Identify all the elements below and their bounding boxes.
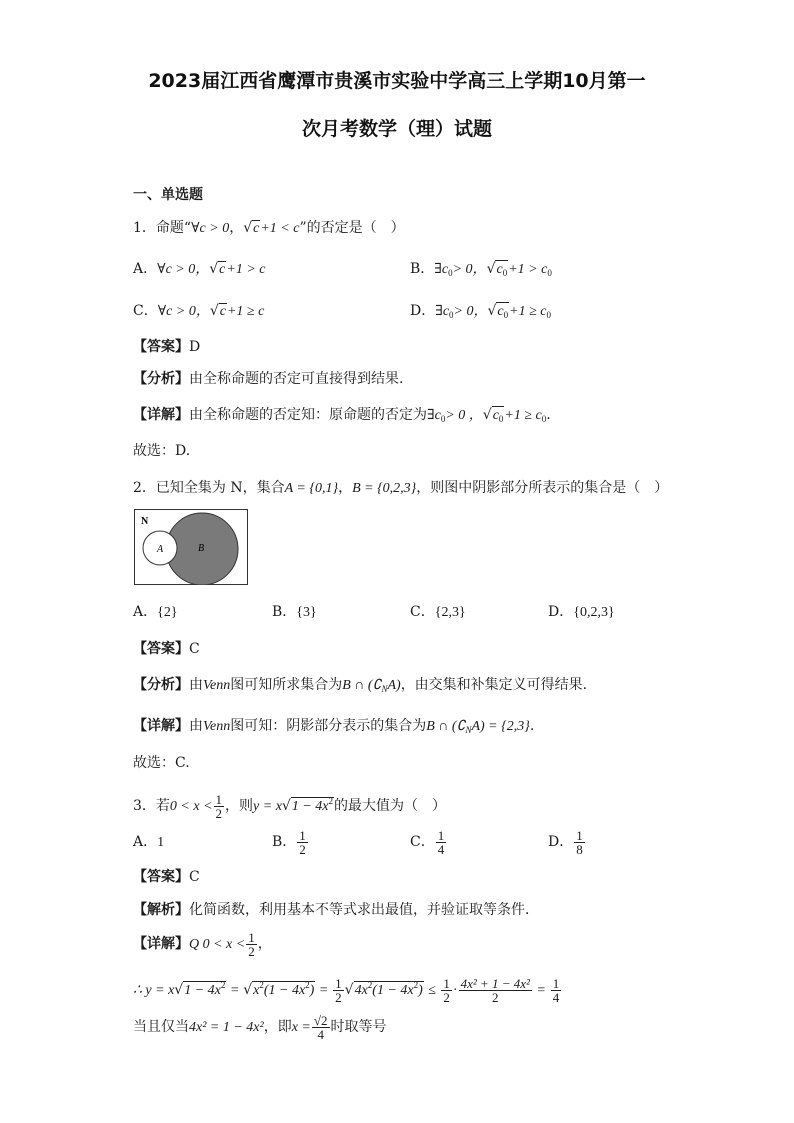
detail-expr-c: +1 ≥ c — [504, 408, 542, 423]
q2-set-b: B = {0,2,3} — [352, 481, 417, 496]
option-label: A． — [133, 834, 158, 850]
subscript: 0 — [448, 268, 453, 278]
q3-analysis — [133, 901, 539, 919]
option-label: D． — [410, 303, 436, 319]
q2-option-b — [272, 603, 317, 622]
detail-end: . — [529, 718, 535, 734]
cond-x: x = — [291, 1020, 311, 1035]
detail-text-b: 图可知：阴影部分表示的集合为 — [230, 718, 427, 734]
sqrt-icon: √ — [243, 982, 253, 998]
q1-stem-expr-a: ∀c > 0 — [191, 221, 230, 236]
detail-text: 由全称命题的否定知：原命题的否定为 — [189, 407, 427, 423]
q1-option-d-expr-b: > 0， — [453, 304, 488, 319]
sqrt-icon: √ — [486, 261, 496, 277]
denominator: 4 — [552, 989, 560, 1005]
detail-end: . — [546, 407, 551, 423]
q1-option-c-expr-b: +1 ≥ c — [226, 304, 265, 319]
section-heading: 一、单选题 — [133, 187, 203, 203]
q1-option-a-expr: ∀c > 0， — [157, 262, 210, 277]
subscript: 0 — [449, 310, 454, 320]
numerator: 1 — [576, 827, 583, 843]
q2-set-a: A = {0,1} — [284, 481, 339, 496]
numerator: 1 — [215, 791, 223, 807]
detail-expr-b: A) = {2,3} — [471, 719, 530, 734]
q1-option-a-sqrt: c — [219, 262, 226, 277]
q3-stem-text: 若 — [155, 798, 170, 814]
detail-text: 由 — [189, 718, 203, 734]
analysis-text-b: 图可知所求集合为 — [230, 677, 343, 693]
deriv-radicand-2c: ) — [309, 983, 315, 998]
denominator: 8 — [576, 841, 583, 857]
detail-tag: 【详解】 — [133, 407, 189, 423]
q2-stem-end: ，则图中阴影部分所表示的集合是（ ） — [416, 480, 669, 496]
option-label: D． — [548, 834, 574, 850]
q2-number: 2． — [133, 480, 156, 496]
numerator: 1 — [335, 975, 342, 991]
q1-option-d-expr: ∃c — [435, 304, 450, 319]
option-fraction — [297, 829, 308, 856]
subscript: 0 — [503, 310, 509, 320]
cond-expr: 4x² = 1 − 4x² — [189, 1020, 264, 1035]
subscript: 0 — [547, 268, 552, 278]
cond-text: 当且仅当 — [133, 1019, 189, 1035]
q1-option-a — [133, 260, 266, 279]
option-label: B． — [272, 604, 297, 620]
deriv-radicand-1: 1 − 4x — [184, 983, 221, 998]
q1-option-b-expr-b: > 0， — [452, 262, 487, 277]
option-label: B． — [272, 834, 297, 850]
q1-stem-sep: ， — [229, 220, 244, 236]
denominator: 2 — [492, 989, 499, 1005]
detail-tag: 【详解】 — [133, 936, 189, 952]
numerator: 1 — [552, 975, 560, 991]
sqrt-icon: √ — [487, 303, 497, 319]
detail-fraction — [246, 931, 257, 958]
answer-value: C — [189, 869, 200, 885]
option-value: {2} — [157, 605, 178, 620]
deriv-radicand-3c: ) — [418, 983, 423, 998]
sqrt-icon: √ — [174, 982, 184, 998]
q3-option-a — [133, 825, 164, 860]
venn-label-a: A — [157, 544, 164, 555]
q2-analysis — [133, 676, 587, 698]
numerator: 1 — [248, 929, 255, 945]
subscript: N — [465, 725, 472, 735]
denominator: 2 — [443, 989, 450, 1005]
page-title-line2: 次月考数学（理）试题 — [301, 118, 492, 140]
q1-stem — [133, 219, 405, 238]
q2-detail — [133, 717, 534, 739]
less-equal: ≤ — [428, 983, 436, 998]
deriv-lhs: ∴ y = x — [133, 983, 175, 998]
analysis-text-c: ，由交集和补集定义可得结果. — [400, 677, 588, 693]
q1-option-d-expr-c: +1 ≥ c — [509, 304, 547, 319]
numerator: 4x² + 1 − 4x² — [460, 975, 530, 991]
q1-number: 1． — [133, 220, 156, 236]
option-label: C． — [410, 834, 435, 850]
q2-stem-text: 已知全集为 N，集合 — [155, 480, 285, 496]
analysis-tag: 【解析】 — [133, 902, 189, 918]
q3-stem-text-b: ，则 — [225, 798, 254, 814]
q1-stem-expr-b: +1 < c — [260, 221, 300, 236]
answer-tag: 【答案】 — [133, 339, 189, 355]
q1-option-a-expr-b: +1 > c — [226, 262, 266, 277]
q1-option-c — [133, 302, 264, 321]
deriv-radicand-3: 4x — [354, 983, 368, 998]
q2-stem — [133, 479, 668, 498]
option-label: C． — [133, 303, 158, 319]
q1-detail — [133, 406, 551, 428]
q3-stem-ineq: 0 < x < — [169, 799, 213, 814]
cond-text-b: ，即 — [263, 1019, 292, 1035]
equals: = — [319, 983, 328, 998]
option-label: B． — [410, 261, 435, 277]
sqrt-icon: √ — [482, 407, 492, 423]
sqrt-icon: √ — [281, 798, 291, 814]
detail-comma: ， — [257, 936, 272, 952]
analysis-text: 化简函数，利用基本不等式求出最值，并验证取等条件． — [189, 902, 539, 918]
answer-tag: 【答案】 — [133, 641, 189, 657]
superscript: 2 — [413, 980, 419, 990]
option-value: 1 — [157, 835, 165, 850]
q1-option-b-sqrt: c — [496, 262, 503, 277]
q2-answer — [133, 640, 200, 658]
q3-derivation — [133, 966, 562, 1010]
denominator: 2 — [248, 943, 255, 959]
subscript: 0 — [541, 414, 547, 424]
q2-option-c — [410, 603, 466, 622]
option-label: A． — [133, 604, 158, 620]
analysis-expr: B ∩ (∁ — [342, 678, 382, 693]
numerator: 1 — [299, 827, 306, 843]
cond-fraction — [312, 1014, 330, 1041]
venn-word: Venn — [203, 678, 231, 693]
denominator: 2 — [299, 841, 306, 857]
numerator: 1 — [437, 827, 445, 843]
deriv-half-2 — [441, 977, 452, 1004]
detail-expr: ∃c — [427, 408, 441, 423]
q1-stem-sqrt: c — [253, 221, 260, 236]
q1-option-b — [410, 260, 552, 282]
answer-value: D — [189, 339, 201, 355]
denominator: 2 — [335, 989, 342, 1005]
q1-stem-text-b: ”的否定是（ ） — [299, 220, 405, 236]
deriv-radicand-2: x — [253, 983, 260, 998]
equals: = — [537, 983, 546, 998]
subscript: 0 — [440, 414, 446, 424]
superscript: 2 — [328, 796, 333, 806]
option-value: {2,3} — [434, 605, 466, 620]
numerator: √2 — [313, 1012, 328, 1028]
subscript: N — [381, 684, 388, 694]
analysis-text: 由全称命题的否定可直接得到结果. — [189, 371, 404, 387]
q2-sep: ， — [338, 480, 353, 496]
sqrt-icon: √ — [344, 982, 354, 998]
page-title-line1: 2023届江西省鹰潭市贵溪市实验中学高三上学期10月第一 — [148, 70, 646, 92]
q3-stem — [133, 784, 446, 824]
q2-conclusion: 故选：C. — [133, 755, 190, 771]
denominator: 2 — [215, 805, 223, 821]
subscript: 0 — [546, 310, 551, 320]
q1-option-d — [410, 302, 551, 324]
q2-option-a — [133, 603, 178, 622]
analysis-expr-b: A) — [387, 678, 401, 693]
deriv-radicand-3b: (1 − 4x — [372, 983, 414, 998]
superscript: 2 — [259, 980, 264, 990]
q3-detail — [133, 927, 272, 962]
q1-option-c-expr: ∀c > 0， — [157, 304, 210, 319]
q3-answer — [133, 868, 200, 886]
detail-expr: Q 0 < x < — [189, 937, 246, 952]
q3-stem-func: y = x — [253, 799, 282, 814]
q3-half-fraction — [214, 793, 225, 820]
detail-tag: 【详解】 — [133, 718, 189, 734]
subscript: 0 — [502, 268, 508, 278]
analysis-tag: 【分析】 — [133, 677, 189, 693]
option-label: A． — [133, 261, 158, 277]
q2-option-d — [548, 603, 615, 622]
option-label: C． — [410, 604, 435, 620]
option-value: {0,2,3} — [573, 605, 615, 620]
q1-stem-text-a: 命题“ — [155, 220, 192, 236]
deriv-radicand-2b: (1 − 4x — [263, 983, 306, 998]
q1-conclusion: 故选：D. — [133, 443, 191, 459]
analysis-tag: 【分析】 — [133, 371, 189, 387]
answer-tag: 【答案】 — [133, 869, 189, 885]
numerator: 1 — [443, 975, 450, 991]
q3-number: 3． — [133, 798, 156, 814]
q3-stem-radicand: 1 − 4x — [291, 799, 329, 814]
denominator: 4 — [317, 1026, 324, 1042]
q1-analysis — [133, 370, 403, 388]
option-fraction — [436, 829, 447, 856]
option-label: D． — [548, 604, 574, 620]
cond-text-c: 时取等号 — [330, 1019, 387, 1035]
detail-expr: B ∩ (∁ — [426, 719, 466, 734]
sqrt-icon: √ — [243, 220, 253, 236]
q1-option-d-sqrt: c — [497, 304, 504, 319]
q3-option-b — [272, 825, 309, 859]
answer-value: C — [189, 641, 200, 657]
q1-option-b-expr-c: +1 > c — [508, 262, 548, 277]
sqrt-icon: √ — [209, 303, 219, 319]
q1-option-c-sqrt: c — [219, 304, 226, 319]
option-fraction — [574, 829, 585, 856]
superscript: 2 — [220, 980, 226, 990]
q3-option-d — [548, 825, 586, 859]
q3-stem-text-c: 的最大值为（ ） — [334, 798, 446, 814]
detail-expr-b: > 0 ， — [445, 408, 483, 423]
subscript: 0 — [498, 414, 504, 424]
venn-label-b: B — [198, 543, 205, 554]
option-value: {3} — [296, 605, 317, 620]
deriv-big-fraction — [459, 977, 532, 1004]
denominator: 4 — [437, 841, 445, 857]
equals: = — [230, 983, 239, 998]
dot: · — [452, 983, 458, 998]
deriv-result — [551, 977, 562, 1004]
q1-answer — [133, 338, 200, 356]
detail-sqrt: c — [492, 408, 499, 423]
deriv-half — [333, 977, 344, 1004]
venn-word: Venn — [203, 719, 231, 734]
q1-option-b-expr: ∃c — [434, 262, 449, 277]
venn-universe-label: N — [141, 516, 149, 527]
venn-diagram — [134, 509, 248, 585]
superscript: 2 — [367, 980, 373, 990]
analysis-text: 由 — [189, 677, 203, 693]
sqrt-icon: √ — [209, 261, 219, 277]
q3-equality-condition — [133, 1010, 387, 1045]
q3-option-c — [410, 825, 447, 859]
superscript: 2 — [305, 980, 310, 990]
